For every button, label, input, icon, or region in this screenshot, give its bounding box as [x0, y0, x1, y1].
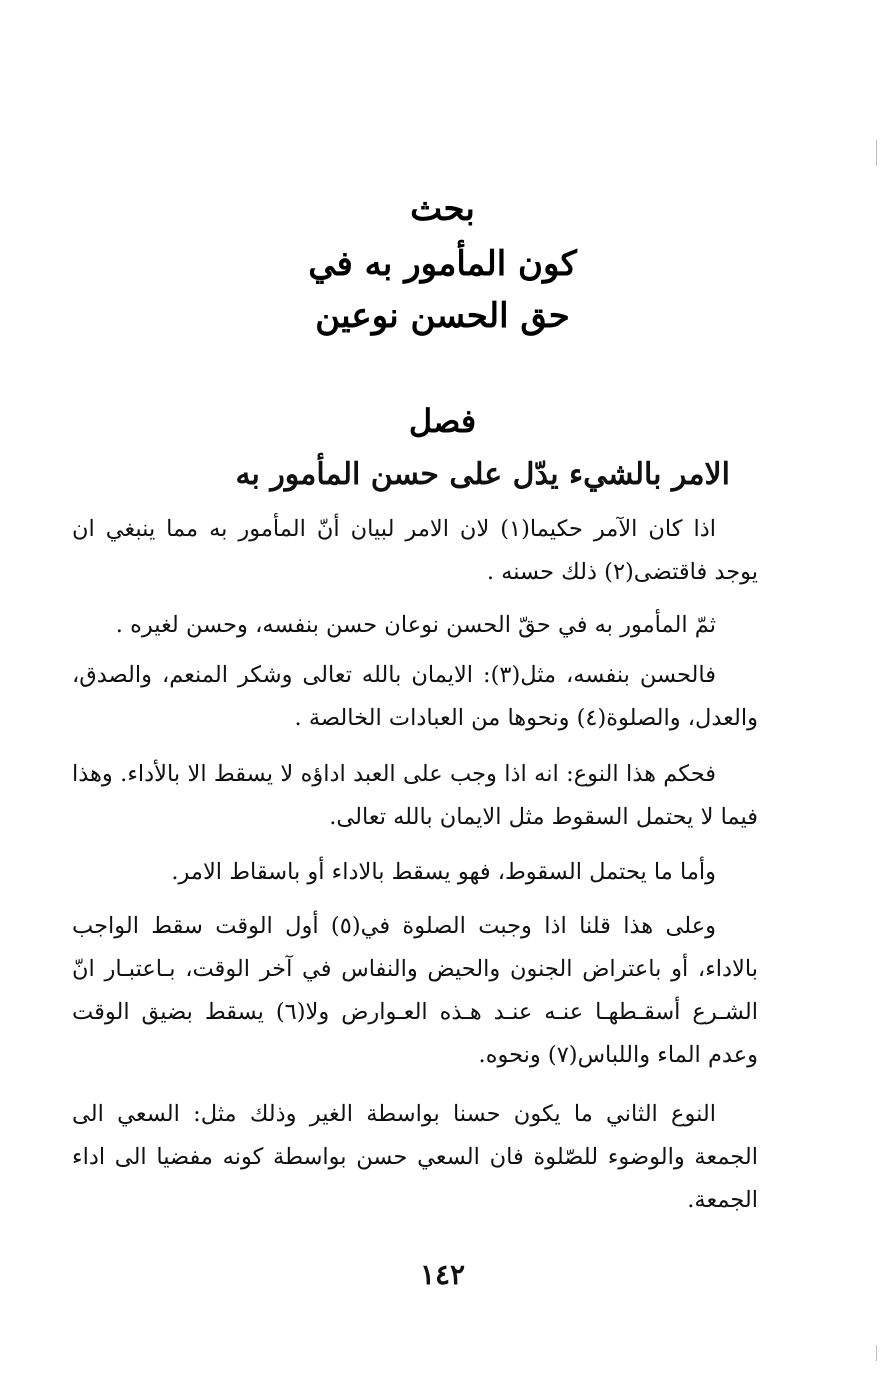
- paragraph-1: اذا كان الآمر حكيما(١) لان الامر لبيان أنّ المأمور به مما ينبغي ان يوجد فاقتضى(٢) ذلك حسنه .: [72, 516, 758, 585]
- paragraph-7: النوع الثاني ما يكون حسنا بواسطة الغير وذلك مثل: السعي الى الجمعة والوضوء للصّلوة فان السعي حسن بواسطة كونه مفضيا الى اداء الجمعة.: [72, 1101, 758, 1213]
- chapter-heading-line-3: حق الحسن نوعين: [315, 296, 570, 336]
- chapter-heading-line-2: كون المأمور به في: [308, 244, 577, 284]
- paragraph-6: وعلى هذا قلنا اذا وجبت الصلوة في(٥) أول الوقت سقط الواجب بالاداء، أو باعتراض الجنون والحيض والنفاس في آخر الوقت، بـاعتبـار انّ الشـرع أسقـطهـا عنـه عنـد هـذه العـوارض ولا(٦) يسقط بضيق الوقت وعدم الماء واللباس(٧) ونحوه.: [72, 913, 759, 1068]
- paragraph-3: فالحسن بنفسه، مثل(٣): الايمان بالله تعالى وشكر المنعم، والصدق، والعدل، والصلوة(٤) ونحوها من العبادات الخالصة .: [72, 662, 758, 731]
- paragraph-4: فحكم هذا النوع: انه اذا وجب على العبد اداؤه لا يسقط الا بالأداء. وهذا فيما لا يحتمل السقوط مثل الايمان بالله تعالى.: [72, 761, 758, 830]
- page-number: ١٤٢: [419, 1258, 466, 1291]
- paragraph-2: ثمّ المأمور به في حقّ الحسن نوعان حسن بنفسه، وحسن لغيره .: [115, 612, 716, 638]
- margin-mark-top: [876, 140, 877, 166]
- margin-mark-bottom: [876, 1345, 877, 1361]
- section-title: فصل: [408, 402, 477, 440]
- chapter-heading-line-1: بحث: [410, 189, 475, 229]
- section-subtitle: الامر بالشيء يدّل على حسن المأمور به: [235, 457, 730, 492]
- paragraph-5: وأما ما يحتمل السقوط، فهو يسقط بالاداء أو باسقاط الامر.: [171, 859, 716, 885]
